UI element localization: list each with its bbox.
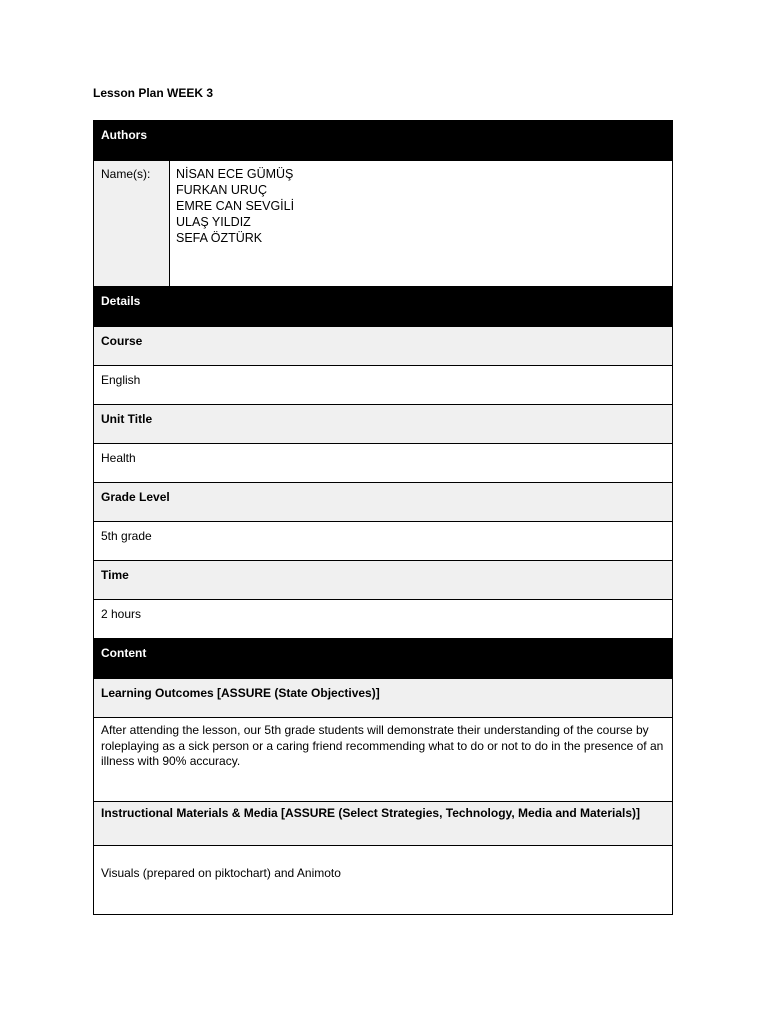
course-label: Course	[94, 327, 672, 366]
learning-outcomes-label: Learning Outcomes [ASSURE (State Objectives)]	[94, 679, 672, 718]
names-label: Name(s):	[94, 161, 170, 286]
materials-label: Instructional Materials & Media [ASSURE (Select Strategies, Technology, Media and Materials)]	[94, 802, 672, 846]
section-header-content: Content	[94, 639, 672, 679]
grade-level-value: 5th grade	[94, 522, 672, 561]
section-header-authors: Authors	[94, 121, 672, 161]
unit-title-label: Unit Title	[94, 405, 672, 444]
course-value: English	[94, 366, 672, 405]
author-name: SEFA ÖZTÜRK	[176, 231, 263, 245]
time-label: Time	[94, 561, 672, 600]
materials-value: Visuals (prepared on piktochart) and Animoto	[94, 846, 672, 914]
names-row	[94, 161, 672, 287]
grade-level-label: Grade Level	[94, 483, 672, 522]
lesson-plan-table	[93, 120, 673, 915]
names-list	[170, 161, 300, 286]
learning-outcomes-value: After attending the lesson, our 5th grade students will demonstrate their understanding of the course by roleplaying as a sick person or a caring friend recommending what to do or not to do in the presence of an illness with 90% accuracy.	[94, 718, 672, 802]
page-title: Lesson Plan WEEK 3	[93, 86, 214, 100]
time-value: 2 hours	[94, 600, 672, 639]
author-name: FURKAN URUÇ	[176, 183, 267, 197]
author-name: ULAŞ YILDIZ	[176, 215, 251, 229]
unit-title-value: Health	[94, 444, 672, 483]
author-name: EMRE CAN SEVGİLİ	[176, 199, 295, 213]
section-header-details: Details	[94, 287, 672, 327]
author-name: NİSAN ECE GÜMÜŞ	[176, 167, 294, 181]
